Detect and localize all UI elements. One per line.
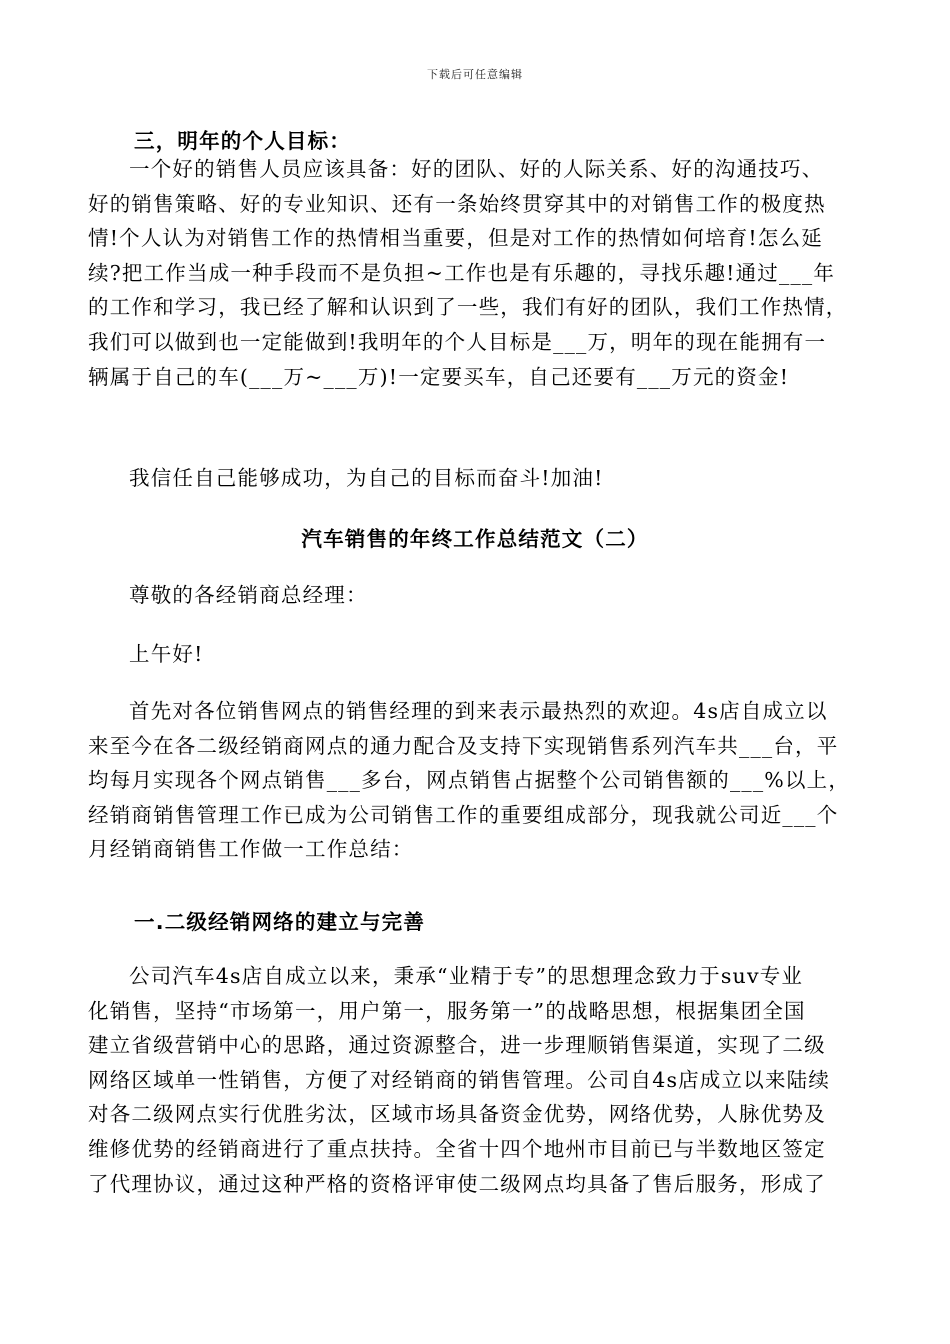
paragraph-line: 好的销售策略、好的专业知识、还有一条始终贯穿其中的对销售工作的极度热 <box>88 191 826 216</box>
paragraph-confidence <box>88 461 862 496</box>
paragraph-line: 了代理协议，通过这种严格的资格评审使二级网点均具备了售后服务，形成了 <box>88 1171 826 1196</box>
salutation <box>88 578 862 613</box>
paragraph-line: 我信任自己能够成功，为自己的目标而奋斗!加油! <box>129 466 604 490</box>
paragraph-line: 建立省级营销中心的思路，通过资源整合，进一步理顺销售渠道，实现了二级 <box>88 1033 826 1058</box>
paragraph-line: 来至今在各二级经销商网点的通力配合及支持下实现销售系列汽车共___台，平 <box>88 733 839 758</box>
header-note: 下载后可任意编辑 <box>427 68 523 81</box>
paragraph-line: 的工作和学习，我已经了解和认识到了一些，我们有好的团队，我们工作热情， <box>88 295 848 320</box>
paragraph-line: 月经销商销售工作做一工作总结： <box>88 837 414 862</box>
paragraph-line: 网络区域单一性销售，方便了对经销商的销售管理。公司自4s店成立以来陆续 <box>88 1067 831 1092</box>
greeting-line: 上午好! <box>129 642 204 666</box>
paragraph-line: 维修优势的经销商进行了重点扶持。全省十四个地州市目前已与半数地区签定 <box>88 1136 826 1161</box>
paragraph-line: 辆属于自己的车(___万~___万)!一定要买车，自己还要有___万元的资金! <box>88 364 790 389</box>
paragraph-line: 化销售，坚持“市场第一，用户第一，服务第一”的战略思想，根据集团全国 <box>88 998 806 1023</box>
paragraph-line: 情!个人认为对销售工作的热情相当重要，但是对工作的热情如何培育!怎么延 <box>88 226 823 251</box>
section-heading-network: 一.二级经销网络的建立与完善 <box>134 910 426 934</box>
paragraph-line: 经销商销售管理工作已成为公司销售工作的重要组成部分，现我就公司近___个 <box>88 802 839 827</box>
paragraph-line: 一个好的销售人员应该具备：好的团队、好的人际关系、好的沟通技巧、 <box>129 157 824 181</box>
greeting <box>88 637 862 672</box>
paragraph-sales-qualities <box>88 152 862 394</box>
paragraph-introduction <box>88 694 862 867</box>
paragraph-line: 均每月实现各个网点销售___多台，网点销售占据整个公司销售额的___%以上， <box>88 768 851 793</box>
paragraph-line: 首先对各位销售网点的销售经理的到来表示最热烈的欢迎。4s店自成立以 <box>129 699 828 723</box>
document-title-part-two: 汽车销售的年终工作总结范文（二） <box>301 527 649 551</box>
salutation-line: 尊敬的各经销商总经理： <box>129 583 368 607</box>
paragraph-line: 对各二级网点实行优胜劣汰，区域市场具备资金优势，网络优势，人脉优势及 <box>88 1102 826 1127</box>
paragraph-line: 续?把工作当成一种手段而不是负担~工作也是有乐趣的，寻找乐趣!通过___年 <box>88 260 836 285</box>
paragraph-line: 公司汽车4s店自成立以来，秉承“业精于专”的思想理念致力于suv专业 <box>129 964 804 988</box>
section-heading-personal-goals: 三，明年的个人目标： <box>134 129 351 153</box>
paragraph-network-details <box>88 959 862 1201</box>
paragraph-line: 我们可以做到也一定能做到!我明年的个人目标是___万，明年的现在能拥有一 <box>88 329 827 354</box>
